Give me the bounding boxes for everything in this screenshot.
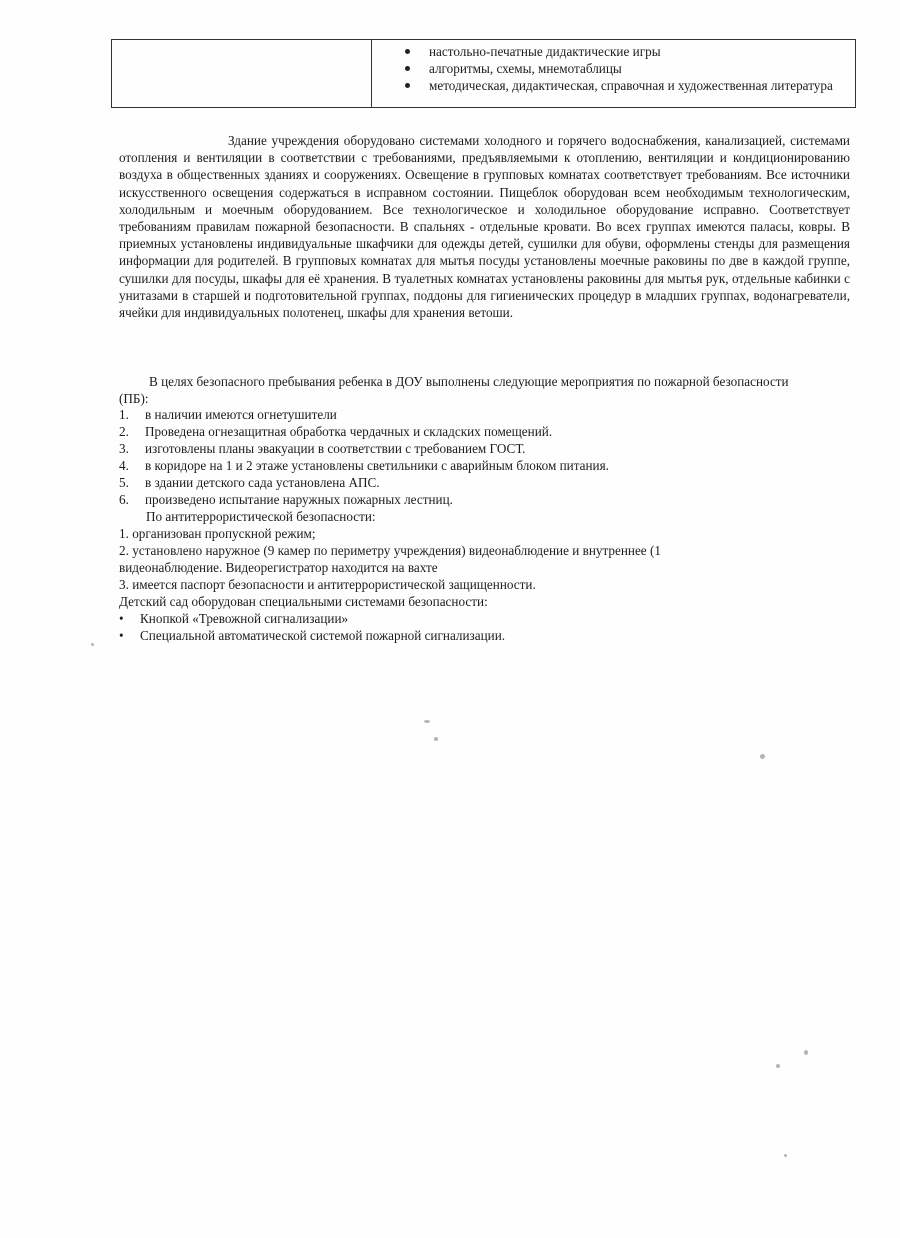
fire-safety-intro: В целях безопасного пребывания ребенка в ДОУ выполнены следующие мероприятия по пожарной безопасности (ПБ):: [119, 374, 789, 406]
scan-speck: [760, 754, 765, 759]
bullet-icon: [405, 83, 410, 88]
list-item: алгоритмы, схемы, мнемотаблицы: [372, 60, 855, 77]
fire-safety-list: [119, 406, 609, 508]
equipment-table: [111, 39, 856, 108]
table-cell-items: [372, 40, 855, 107]
security-systems-list: [119, 610, 505, 644]
scan-speck: [804, 1050, 808, 1055]
materials-list: [372, 43, 855, 94]
table-cell-empty: [112, 40, 372, 107]
scan-speck: [424, 720, 430, 723]
antiterror-list: [119, 525, 759, 593]
security-systems-intro: Детский сад оборудован специальными системами безопасности:: [119, 594, 488, 609]
list-item: 2. Проведена огнезащитная обработка чердачных и складских помещений.: [119, 424, 553, 439]
list-item: • Специальной автоматической системой пожарной сигнализации.: [119, 628, 506, 643]
list-item: 1. в наличии имеются огнетушители: [119, 407, 337, 422]
antiterror-title: По антитеррористической безопасности:: [146, 509, 376, 524]
scan-speck: [91, 643, 94, 646]
scan-speck: [784, 1154, 787, 1157]
list-item: 3. изготовлены планы эвакуации в соответствии с требованием ГОСТ.: [119, 441, 526, 456]
bullet-icon: [405, 49, 410, 54]
list-item: методическая, дидактическая, справочная и художественная литература: [372, 77, 855, 94]
list-item: 4. в коридоре на 1 и 2 этаже установлены светильники с аварийным блоком питания.: [119, 458, 609, 473]
scan-speck: [776, 1064, 780, 1068]
bullet-icon: •: [119, 611, 124, 626]
bullet-icon: [405, 66, 410, 71]
list-item: 3. имеется паспорт безопасности и антитеррористической защищенности.: [119, 577, 536, 592]
list-item: • Кнопкой «Тревожной сигнализации»: [119, 611, 349, 626]
list-item: настольно-печатные дидактические игры: [372, 43, 855, 60]
list-item: 5. в здании детского сада установлена АПС.: [119, 475, 380, 490]
list-item: 6. произведено испытание наружных пожарных лестниц.: [119, 492, 453, 507]
list-item: 1. организован пропускной режим;: [119, 526, 316, 541]
bullet-icon: •: [119, 628, 124, 643]
building-equipment-paragraph: Здание учреждения оборудовано системами холодного и горячего водоснабжения, канализацией, системами отопления и вентиляции в соответствии с требованиями, предъявляемыми к отоплению, вентиляции и кондиционированию воздуха в общественных зданиях и сооружениях. Освещение в групповых комнатах соответствует требованиям. Все источники искусственного освещения содержаться в исправном состоянии. Пищеблок оборудован всем необходимым технологическим, холодильным и моечным оборудованием. Все технологическое и холодильное оборудование исправно. Соответствует требованиям правилам пожарной безопасности. В спальнях - отдельные кровати. Во всех группах имеются паласы, ковры. В приемных установлены индивидуальные шкафчики для одежды детей, сушилки для обуви, оформлены стенды для размещения информации для родителей. В групповых комнатах для мытья посуды установлены моечные раковины по две в каждой группе, сушилки для посуды, шкафы для её хранения. В туалетных комнатах установлены раковины для мытья рук, отдельные кабинки с унитазами в старшей и подготовительной группах, поддоны для гигиенических процедур в младших группах, водонагреватели, ячейки для индивидуальных полотенец, шкафы для хранения ветоши.: [119, 133, 850, 321]
list-item: 2. установлено наружное (9 камер по периметру учреждения) видеонаблюдение и внутреннее (1 видеонаблюдение. Видеорегистратор находится на вахте: [119, 543, 661, 575]
scan-speck: [434, 737, 438, 741]
